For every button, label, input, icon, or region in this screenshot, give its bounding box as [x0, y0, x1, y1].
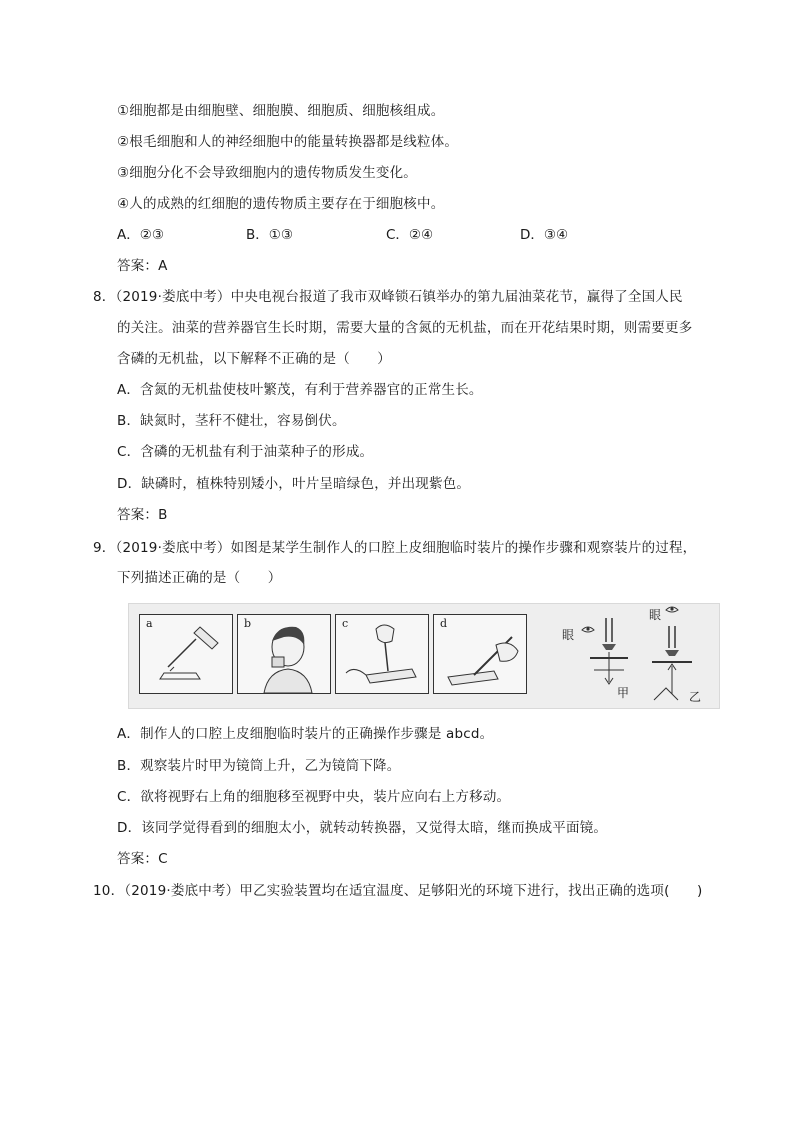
q8-stem-line-1: 8．（2019·娄底中考）中央电视台报道了我市双峰锁石镇举办的第九届油菜花节，赢得了全国人民 [93, 289, 683, 305]
eye-icon-left [582, 627, 594, 632]
panel-a-label: a [146, 617, 153, 630]
q9-option-d: D．该同学觉得看到的细胞太小，就转动转换器，又觉得太暗，继而换成平面镜。 [117, 820, 608, 836]
q10-stem: 10．（2019·娄底中考）甲乙实验装置均在适宜温度、足够阳光的环境下进行，找出正确的选项( ) [93, 883, 703, 899]
q9-stem-line-2: 下列描述正确的是（ ） [117, 570, 282, 586]
panel-b-label: b [244, 617, 252, 630]
q9-option-b: B．观察装片时甲为镜筒上升，乙为镜筒下降。 [117, 758, 401, 774]
eye-label-left: 眼 [562, 628, 575, 642]
q8-answer: 答案：B [117, 507, 168, 523]
q9-option-a: A．制作人的口腔上皮细胞临时装片的正确操作步骤是 abcd。 [117, 726, 494, 742]
figure-panel-d [433, 614, 527, 694]
eye-label-right: 眼 [649, 608, 662, 622]
coverslip-illustration [434, 615, 526, 693]
q7-option-c: C．②④ [386, 227, 434, 243]
q7-statement-1: ①细胞都是由细胞壁、细胞膜、细胞质、细胞核组成。 [117, 103, 445, 119]
q8-option-a: A．含氮的无机盐使枝叶繁茂，有利于营养器官的正常生长。 [117, 382, 483, 398]
q7-statement-2: ②根毛细胞和人的神经细胞中的能量转换器都是线粒体。 [117, 134, 459, 150]
q8-option-d: D．缺磷时，植株特别矮小，叶片呈暗绿色，并出现紫色。 [117, 476, 471, 492]
figure-panel-a [139, 614, 233, 694]
panel-d-label: d [440, 617, 448, 630]
q7-statement-3: ③细胞分化不会导致细胞内的遗传物质发生变化。 [117, 165, 418, 181]
scope-label-jia: 甲 [617, 686, 630, 700]
q9-stem-line-1: 9．（2019·娄底中考）如图是某学生制作人的口腔上皮细胞临时装片的操作步骤和观察装片的过程， [93, 540, 697, 556]
person-illustration [238, 615, 330, 693]
panel-c-label: c [342, 617, 349, 630]
q8-option-b: B．缺氮时，茎秆不健壮，容易倒伏。 [117, 413, 346, 429]
dropper-illustration [140, 615, 232, 693]
scope-label-yi: 乙 [689, 690, 702, 704]
scraping-illustration [336, 615, 428, 693]
q9-option-c: C．欲将视野右上角的细胞移至视野中央，装片应向右上方移动。 [117, 789, 511, 805]
q7-options [117, 225, 677, 245]
q9-answer: 答案：C [117, 851, 168, 867]
q8-stem-line-2: 的关注。油菜的营养器官生长时期，需要大量的含氮的无机盐，而在开花结果时期，则需要更多 [117, 320, 693, 336]
q8-stem-line-3: 含磷的无机盐，以下解释不正确的是（ ） [117, 351, 391, 367]
q7-option-b: B．①③ [246, 227, 293, 243]
figure-panel-c [335, 614, 429, 694]
q7-option-a: A．②③ [117, 227, 164, 243]
q7-answer: 答案：A [117, 258, 168, 274]
q8-option-c: C．含磷的无机盐有利于油菜种子的形成。 [117, 444, 374, 460]
q7-statement-4: ④人的成熟的红细胞的遗传物质主要存在于细胞核中。 [117, 196, 445, 212]
eye-icon-right [666, 607, 678, 612]
q7-option-d: D．③④ [520, 227, 569, 243]
q9-figure [128, 603, 720, 709]
figure-panel-b [237, 614, 331, 694]
